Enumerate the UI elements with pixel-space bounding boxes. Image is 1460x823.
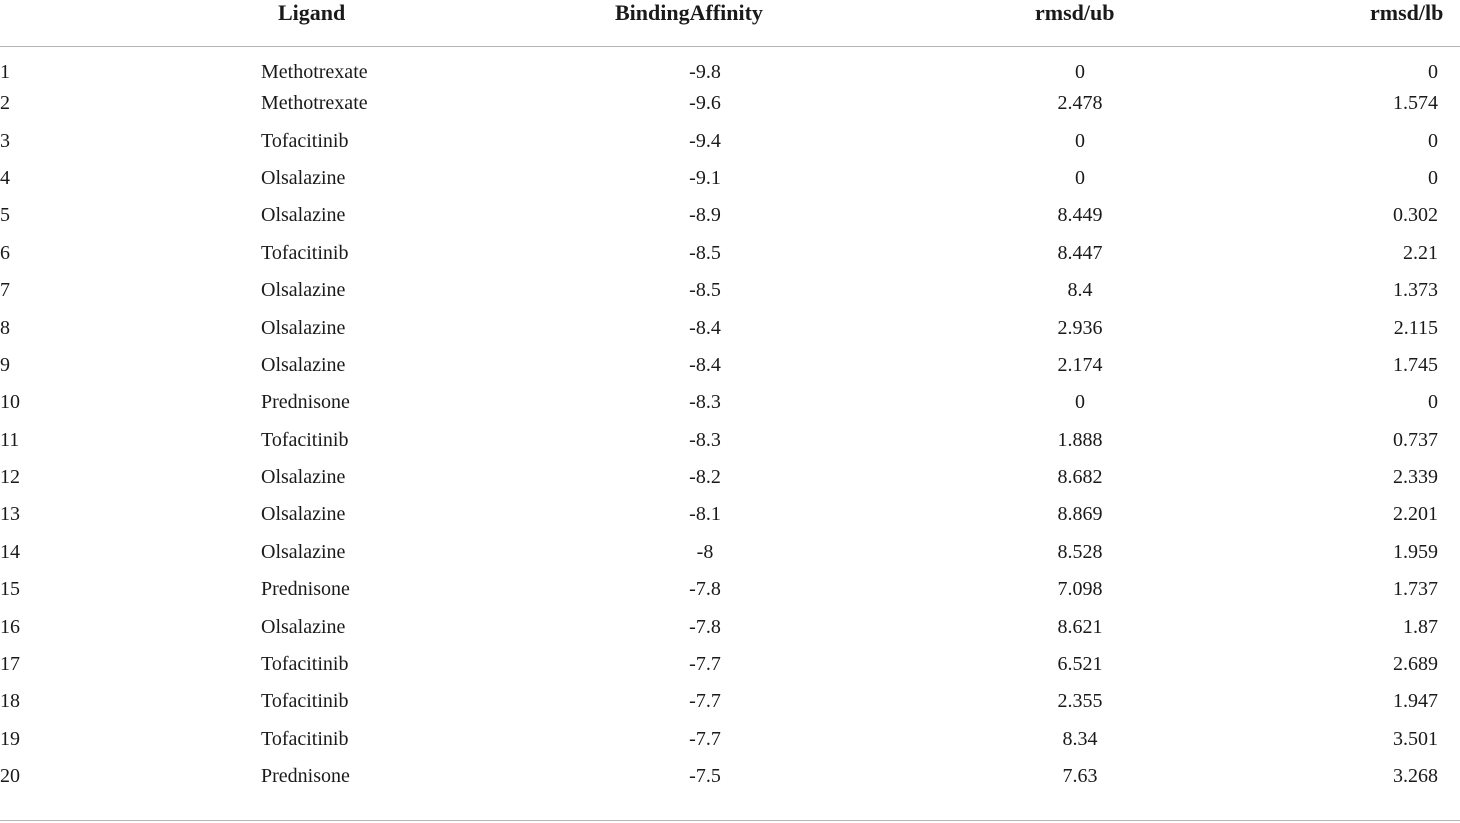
- cell-ligand: Olsalazine: [261, 540, 346, 563]
- cell-ligand: Prednisone: [261, 765, 350, 788]
- cell-rmsd-ub: 7.63: [1062, 765, 1098, 788]
- table-row: [0, 122, 1460, 159]
- cell-index: 17: [0, 653, 20, 676]
- table-row: [0, 384, 1460, 421]
- cell-rmsd-lb: 1.574: [1393, 92, 1438, 115]
- cell-rmsd-ub: 8.528: [1057, 540, 1103, 563]
- cell-binding-affinity: -9.8: [689, 60, 721, 83]
- cell-binding-affinity: -8.3: [689, 428, 721, 451]
- cell-rmsd-lb: 1.745: [1393, 353, 1438, 376]
- cell-rmsd-lb: 1.87: [1403, 615, 1438, 638]
- cell-index: 20: [0, 765, 20, 788]
- cell-rmsd-ub: 2.478: [1057, 92, 1103, 115]
- cell-ligand: Olsalazine: [261, 615, 346, 638]
- cell-ligand: Olsalazine: [261, 166, 346, 189]
- cell-rmsd-ub: 0: [1075, 166, 1085, 189]
- table-bottom-rule: [0, 820, 1460, 821]
- table-row: [0, 458, 1460, 495]
- table-body: [0, 46, 1460, 795]
- cell-index: 18: [0, 690, 20, 713]
- cell-rmsd-lb: 0.737: [1393, 428, 1438, 451]
- cell-index: 10: [0, 391, 20, 414]
- cell-rmsd-lb: 0: [1428, 60, 1438, 83]
- cell-ligand: Tofacitinib: [261, 653, 349, 676]
- cell-index: 14: [0, 540, 20, 563]
- table-row: [0, 608, 1460, 645]
- cell-rmsd-ub: 8.4: [1067, 279, 1093, 302]
- cell-ligand: Tofacitinib: [261, 690, 349, 713]
- cell-rmsd-ub: 7.098: [1057, 578, 1103, 601]
- cell-binding-affinity: -8.1: [689, 503, 721, 526]
- table-row: [0, 758, 1460, 795]
- table-row: [0, 571, 1460, 608]
- cell-binding-affinity: -8: [696, 540, 714, 563]
- table-row: [0, 533, 1460, 570]
- header-row: [0, 0, 1460, 46]
- cell-binding-affinity: -7.7: [689, 727, 721, 750]
- cell-rmsd-lb: 2.339: [1393, 466, 1438, 489]
- cell-binding-affinity: -7.8: [689, 615, 721, 638]
- cell-index: 16: [0, 615, 20, 638]
- cell-rmsd-ub: 2.174: [1057, 353, 1103, 376]
- table-row: [0, 46, 1460, 85]
- cell-rmsd-lb: 2.689: [1393, 653, 1438, 676]
- cell-index: 9: [0, 353, 10, 376]
- cell-rmsd-lb: 0.302: [1393, 204, 1438, 227]
- cell-rmsd-ub: 8.621: [1057, 615, 1103, 638]
- table-row: [0, 197, 1460, 234]
- cell-ligand: Olsalazine: [261, 353, 346, 376]
- cell-binding-affinity: -7.7: [689, 690, 721, 713]
- cell-rmsd-ub: 8.682: [1057, 466, 1103, 489]
- cell-index: 1: [0, 60, 10, 83]
- cell-rmsd-lb: 1.737: [1393, 578, 1438, 601]
- header-rmsd-lb: rmsd/lb: [1370, 0, 1444, 25]
- table-row: [0, 421, 1460, 458]
- cell-binding-affinity: -8.9: [689, 204, 721, 227]
- table-header: [0, 0, 1460, 46]
- cell-rmsd-ub: 2.936: [1057, 316, 1103, 339]
- cell-rmsd-lb: 2.115: [1393, 316, 1438, 339]
- cell-ligand: Tofacitinib: [261, 727, 349, 750]
- cell-rmsd-ub: 1.888: [1057, 428, 1103, 451]
- cell-ligand: Olsalazine: [261, 503, 346, 526]
- cell-index: 19: [0, 727, 20, 750]
- table-row: [0, 271, 1460, 308]
- cell-binding-affinity: -9.1: [689, 166, 721, 189]
- header-index: [0, 0, 180, 46]
- cell-binding-affinity: -8.3: [689, 391, 721, 414]
- header-ligand: Ligand: [278, 0, 346, 25]
- cell-rmsd-ub: 2.355: [1057, 690, 1103, 713]
- cell-binding-affinity: -7.5: [689, 765, 721, 788]
- cell-index: 3: [0, 129, 10, 152]
- table-row: [0, 309, 1460, 346]
- cell-rmsd-ub: 6.521: [1057, 653, 1103, 676]
- cell-rmsd-lb: 0: [1428, 166, 1438, 189]
- cell-binding-affinity: -8.5: [689, 241, 721, 264]
- cell-index: 11: [0, 428, 20, 451]
- cell-binding-affinity: -7.8: [689, 578, 721, 601]
- cell-ligand: Tofacitinib: [261, 129, 349, 152]
- cell-index: 2: [0, 92, 10, 115]
- cell-rmsd-ub: 0: [1075, 129, 1085, 152]
- table-row: [0, 346, 1460, 383]
- cell-rmsd-lb: 1.373: [1393, 279, 1438, 302]
- cell-ligand: Methotrexate: [261, 60, 368, 83]
- cell-rmsd-lb: 3.501: [1393, 727, 1438, 750]
- cell-ligand: Prednisone: [261, 391, 350, 414]
- table-row: [0, 234, 1460, 271]
- cell-index: 13: [0, 503, 20, 526]
- cell-rmsd-ub: 8.447: [1057, 241, 1103, 264]
- cell-binding-affinity: -8.4: [689, 353, 721, 376]
- cell-rmsd-lb: 0: [1428, 129, 1438, 152]
- cell-ligand: Olsalazine: [261, 204, 346, 227]
- cell-binding-affinity: -7.7: [689, 653, 721, 676]
- cell-ligand: Olsalazine: [261, 316, 346, 339]
- cell-rmsd-ub: 8.869: [1057, 503, 1103, 526]
- cell-binding-affinity: -9.6: [689, 92, 721, 115]
- cell-binding-affinity: -9.4: [689, 129, 721, 152]
- cell-binding-affinity: -8.4: [689, 316, 721, 339]
- table-row: [0, 720, 1460, 757]
- cell-binding-affinity: -8.2: [689, 466, 721, 489]
- table-row: [0, 496, 1460, 533]
- cell-binding-affinity: -8.5: [689, 279, 721, 302]
- header-rmsd-ub: rmsd/ub: [1035, 0, 1115, 25]
- cell-rmsd-ub: 0: [1075, 60, 1085, 83]
- cell-ligand: Tofacitinib: [261, 241, 349, 264]
- cell-rmsd-lb: 2.201: [1393, 503, 1438, 526]
- cell-rmsd-ub: 8.449: [1057, 204, 1103, 227]
- cell-index: 12: [0, 466, 20, 489]
- table-row: [0, 645, 1460, 682]
- cell-rmsd-lb: 1.959: [1393, 540, 1438, 563]
- table-row: [0, 683, 1460, 720]
- cell-index: 4: [0, 166, 10, 189]
- cell-rmsd-lb: 2.21: [1403, 241, 1438, 264]
- cell-rmsd-lb: 0: [1428, 391, 1438, 414]
- cell-ligand: Olsalazine: [261, 466, 346, 489]
- cell-rmsd-ub: 8.34: [1062, 727, 1098, 750]
- cell-rmsd-ub: 0: [1075, 391, 1085, 414]
- cell-index: 15: [0, 578, 20, 601]
- cell-ligand: Olsalazine: [261, 279, 346, 302]
- table-row: [0, 159, 1460, 196]
- header-binding-affinity: BindingAffinity: [615, 0, 763, 25]
- cell-ligand: Methotrexate: [261, 92, 368, 115]
- cell-rmsd-lb: 3.268: [1393, 765, 1438, 788]
- cell-index: 8: [0, 316, 10, 339]
- table-row: [0, 85, 1460, 122]
- cell-ligand: Tofacitinib: [261, 428, 349, 451]
- cell-ligand: Prednisone: [261, 578, 350, 601]
- cell-index: 6: [0, 241, 10, 264]
- cell-index: 5: [0, 204, 10, 227]
- cell-rmsd-lb: 1.947: [1393, 690, 1438, 713]
- cell-index: 7: [0, 279, 10, 302]
